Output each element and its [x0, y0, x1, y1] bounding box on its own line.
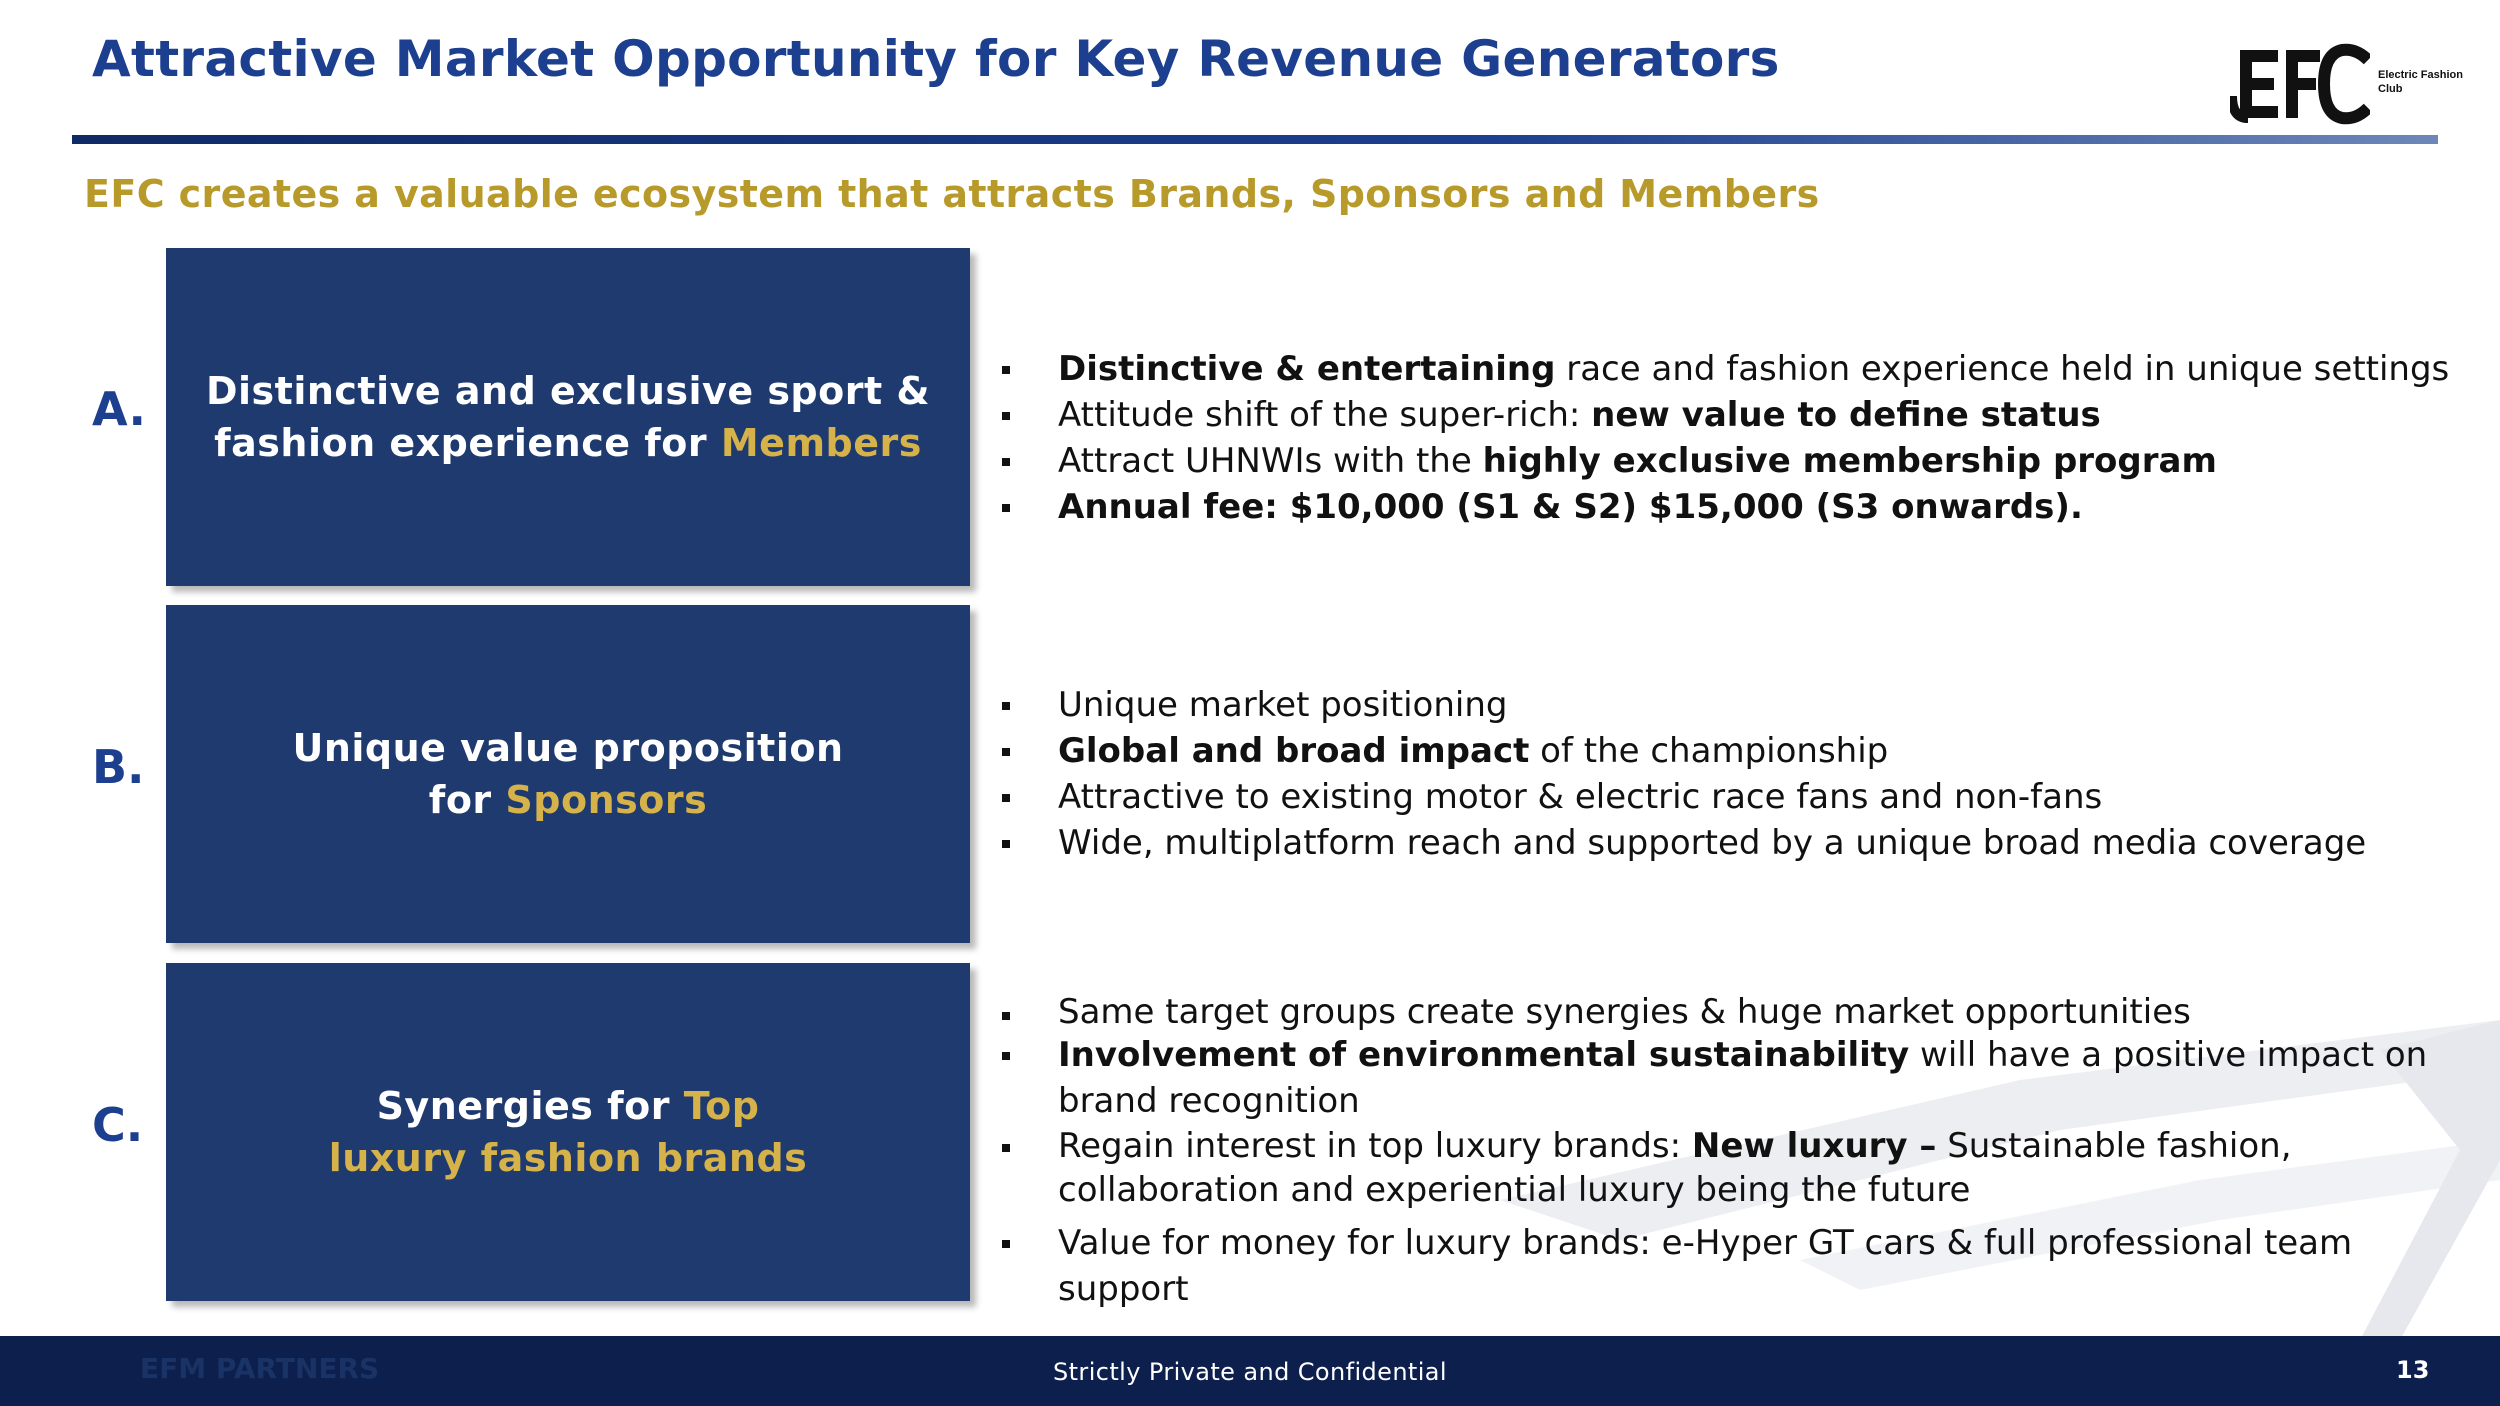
bullet-bold: New luxury – [1691, 1126, 1937, 1166]
efc-logo [2230, 38, 2470, 128]
list-item [996, 992, 2466, 1032]
section-subtitle: EFC creates a valuable ecosystem that attracts Brands, Sponsors and Members [84, 172, 1820, 216]
list-item [996, 728, 2466, 774]
luxury-brands-box [166, 963, 970, 1301]
members-highlight: Members [720, 421, 922, 465]
bullet-text: race and fashion experience held in unique settings [1555, 349, 2450, 389]
row-c-letter: C. [92, 1098, 144, 1152]
row-a-letter: A. [92, 382, 146, 436]
sponsors-box [166, 605, 970, 943]
bullet-text: Wide, multiplatform reach and supported by a unique broad media coverage [1058, 823, 2367, 863]
footer-watermark: EFM PARTNERS [140, 1352, 380, 1385]
list-item [996, 438, 2466, 484]
title-underline [72, 135, 2438, 144]
bullet-text: Attract UHNWIs with the [1058, 441, 1483, 481]
bullet-text: Regain interest in top luxury brands: [1058, 1126, 1692, 1166]
members-box [166, 248, 970, 586]
bullet-text: of the championship [1529, 731, 1889, 771]
sponsors-bullet-list [996, 682, 2466, 866]
bullet-text: Value for money for luxury brands: e-Hyper GT cars & full professional team support [1058, 1223, 2353, 1309]
list-item [996, 392, 2466, 438]
page-number: 13 [2396, 1356, 2430, 1384]
bullet-bold: Distinctive & entertaining [1058, 349, 1556, 389]
list-item [996, 1032, 2466, 1124]
bullet-bold: Involvement of environmental sustainability [1058, 1035, 1910, 1075]
confidentiality-note: Strictly Private and Confidential [1052, 1358, 1447, 1386]
members-box-text [206, 365, 930, 469]
bullet-bold: highly exclusive membership program [1482, 441, 2217, 481]
members-box-line2-prefix: fashion experience for [214, 421, 721, 465]
list-item [996, 346, 2466, 392]
sponsors-highlight: Sponsors [505, 778, 708, 822]
sponsors-box-line2-prefix: for [428, 778, 506, 822]
bullet-text: Unique market positioning [1058, 685, 1508, 725]
bullet-bold: new value to define status [1591, 395, 2101, 435]
bullet-text: Attitude shift of the super-rich: [1058, 395, 1592, 435]
list-item [996, 484, 2466, 530]
luxury-box-line1-prefix: Synergies for [376, 1084, 684, 1128]
members-box-line1: Distinctive and exclusive sport & [205, 369, 931, 413]
members-bullet-list [996, 346, 2466, 530]
efc-logo-mark-icon [2230, 38, 2370, 128]
luxury-brands-box-text [329, 1080, 808, 1184]
list-item [996, 682, 2466, 728]
bullet-bold: Annual fee: $10,000 (S1 & S2) $15,000 (S3 onwards). [1058, 487, 2083, 527]
sponsors-box-line1: Unique value proposition [292, 726, 844, 770]
list-item [996, 820, 2466, 866]
bullet-text: will have a positive impact on brand recognition [1058, 1035, 2428, 1121]
list-item [996, 1220, 2466, 1312]
bullet-text: Sustainable fashion, collaboration and experiential luxury being the future [1058, 1126, 2292, 1210]
luxury-highlight-brands: luxury fashion brands [328, 1136, 808, 1180]
list-item [996, 774, 2466, 820]
luxury-highlight-top: Top [683, 1084, 760, 1128]
row-b-letter: B. [92, 740, 145, 794]
sponsors-box-text [292, 722, 843, 826]
footer-bar [0, 1336, 2500, 1406]
bullet-bold: Global and broad impact [1058, 731, 1530, 771]
bullet-text: Same target groups create synergies & huge market opportunities [1058, 992, 2191, 1032]
list-item [996, 1124, 2466, 1212]
logo-text: Electric Fashion Club [2378, 69, 2463, 95]
page-title: Attractive Market Opportunity for Key Revenue Generators [92, 30, 1780, 88]
bullet-text: Attractive to existing motor & electric race fans and non-fans [1058, 777, 2103, 817]
luxury-bullet-list [996, 992, 2466, 1312]
